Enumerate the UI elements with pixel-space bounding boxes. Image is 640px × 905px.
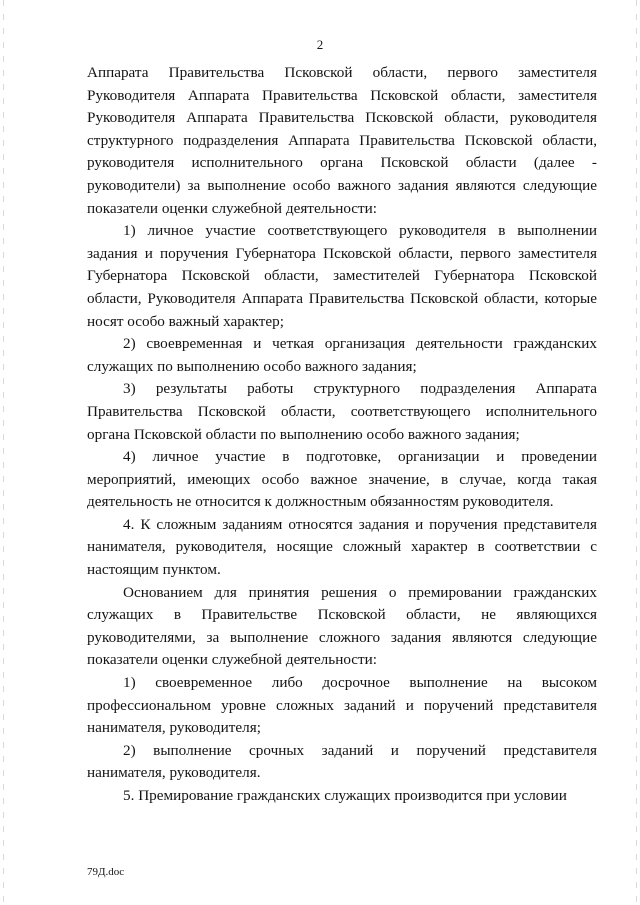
paragraph-item-3: 3) результаты работы структурного подразделения Аппарата Правительства Псковской области, соответствующего исполнительного органа Псковской области по выполнению особо важного задания;	[87, 380, 597, 443]
footer-file-name: 79Д.doc	[87, 866, 125, 878]
scan-edge-left	[3, 0, 4, 905]
paragraph-clause-5: 5. Премирование гражданских служащих производится при условии	[123, 787, 567, 804]
paragraph-criterion-1: 1) своевременное либо досрочное выполнение на высоком профессиональном уровне сложных заданий и поручений представителя нанимателя, руководителя;	[87, 674, 597, 737]
paragraph-item-2: 2) своевременная и четкая организация деятельности гражданских служащих по выполнению особо важного задания;	[87, 335, 597, 375]
scan-edge-right	[636, 0, 637, 905]
paragraph-basis: Основанием для принятия решения о премировании гражданских служащих в Правительстве Псковской области, не являющихся руководителями, за выполнение сложного задания являются следующие показатели оценки служебной деятельности:	[87, 583, 597, 669]
paragraph-item-4: 4) личное участие в подготовке, организации и проведении мероприятий, имеющих особо важное значение, в случае, когда такая деятельность не относится к должностным обязанностям руководителя.	[87, 448, 597, 511]
paragraph-item-1: 1) личное участие соответствующего руководителя в выполнении задания и поручения Губернатора Псковской области, первого заместителя Губернатора Псковской области, заместителей Губернатора Псковской области, Руководителя Аппарата Правительства Псковской области, которые носят особо важный характер;	[87, 222, 597, 330]
paragraph-clause-4: 4. К сложным заданиям относятся задания и поручения представителя нанимателя, руководителя, носящие сложный характер в соответствии с настоящим пунктом.	[87, 515, 597, 579]
paragraph-criterion-2: 2) выполнение срочных заданий и поручений представителя нанимателя, руководителя.	[87, 741, 597, 782]
document-body	[87, 62, 597, 808]
page-number: 2	[316, 37, 324, 52]
paragraph-continuation: Аппарата Правительства Псковской области, первого заместителя Руководителя Аппарата Правительства Псковской области, заместителя Руководителя Аппарата Правительства Псковской области, руководителя структурного подразделения Аппарата Правительства Псковской области, руководителя исполнительного органа Псковской области (далее - руководители) за выполнение особо важного задания являются следующие показатели оценки служебной деятельности:	[87, 64, 597, 217]
